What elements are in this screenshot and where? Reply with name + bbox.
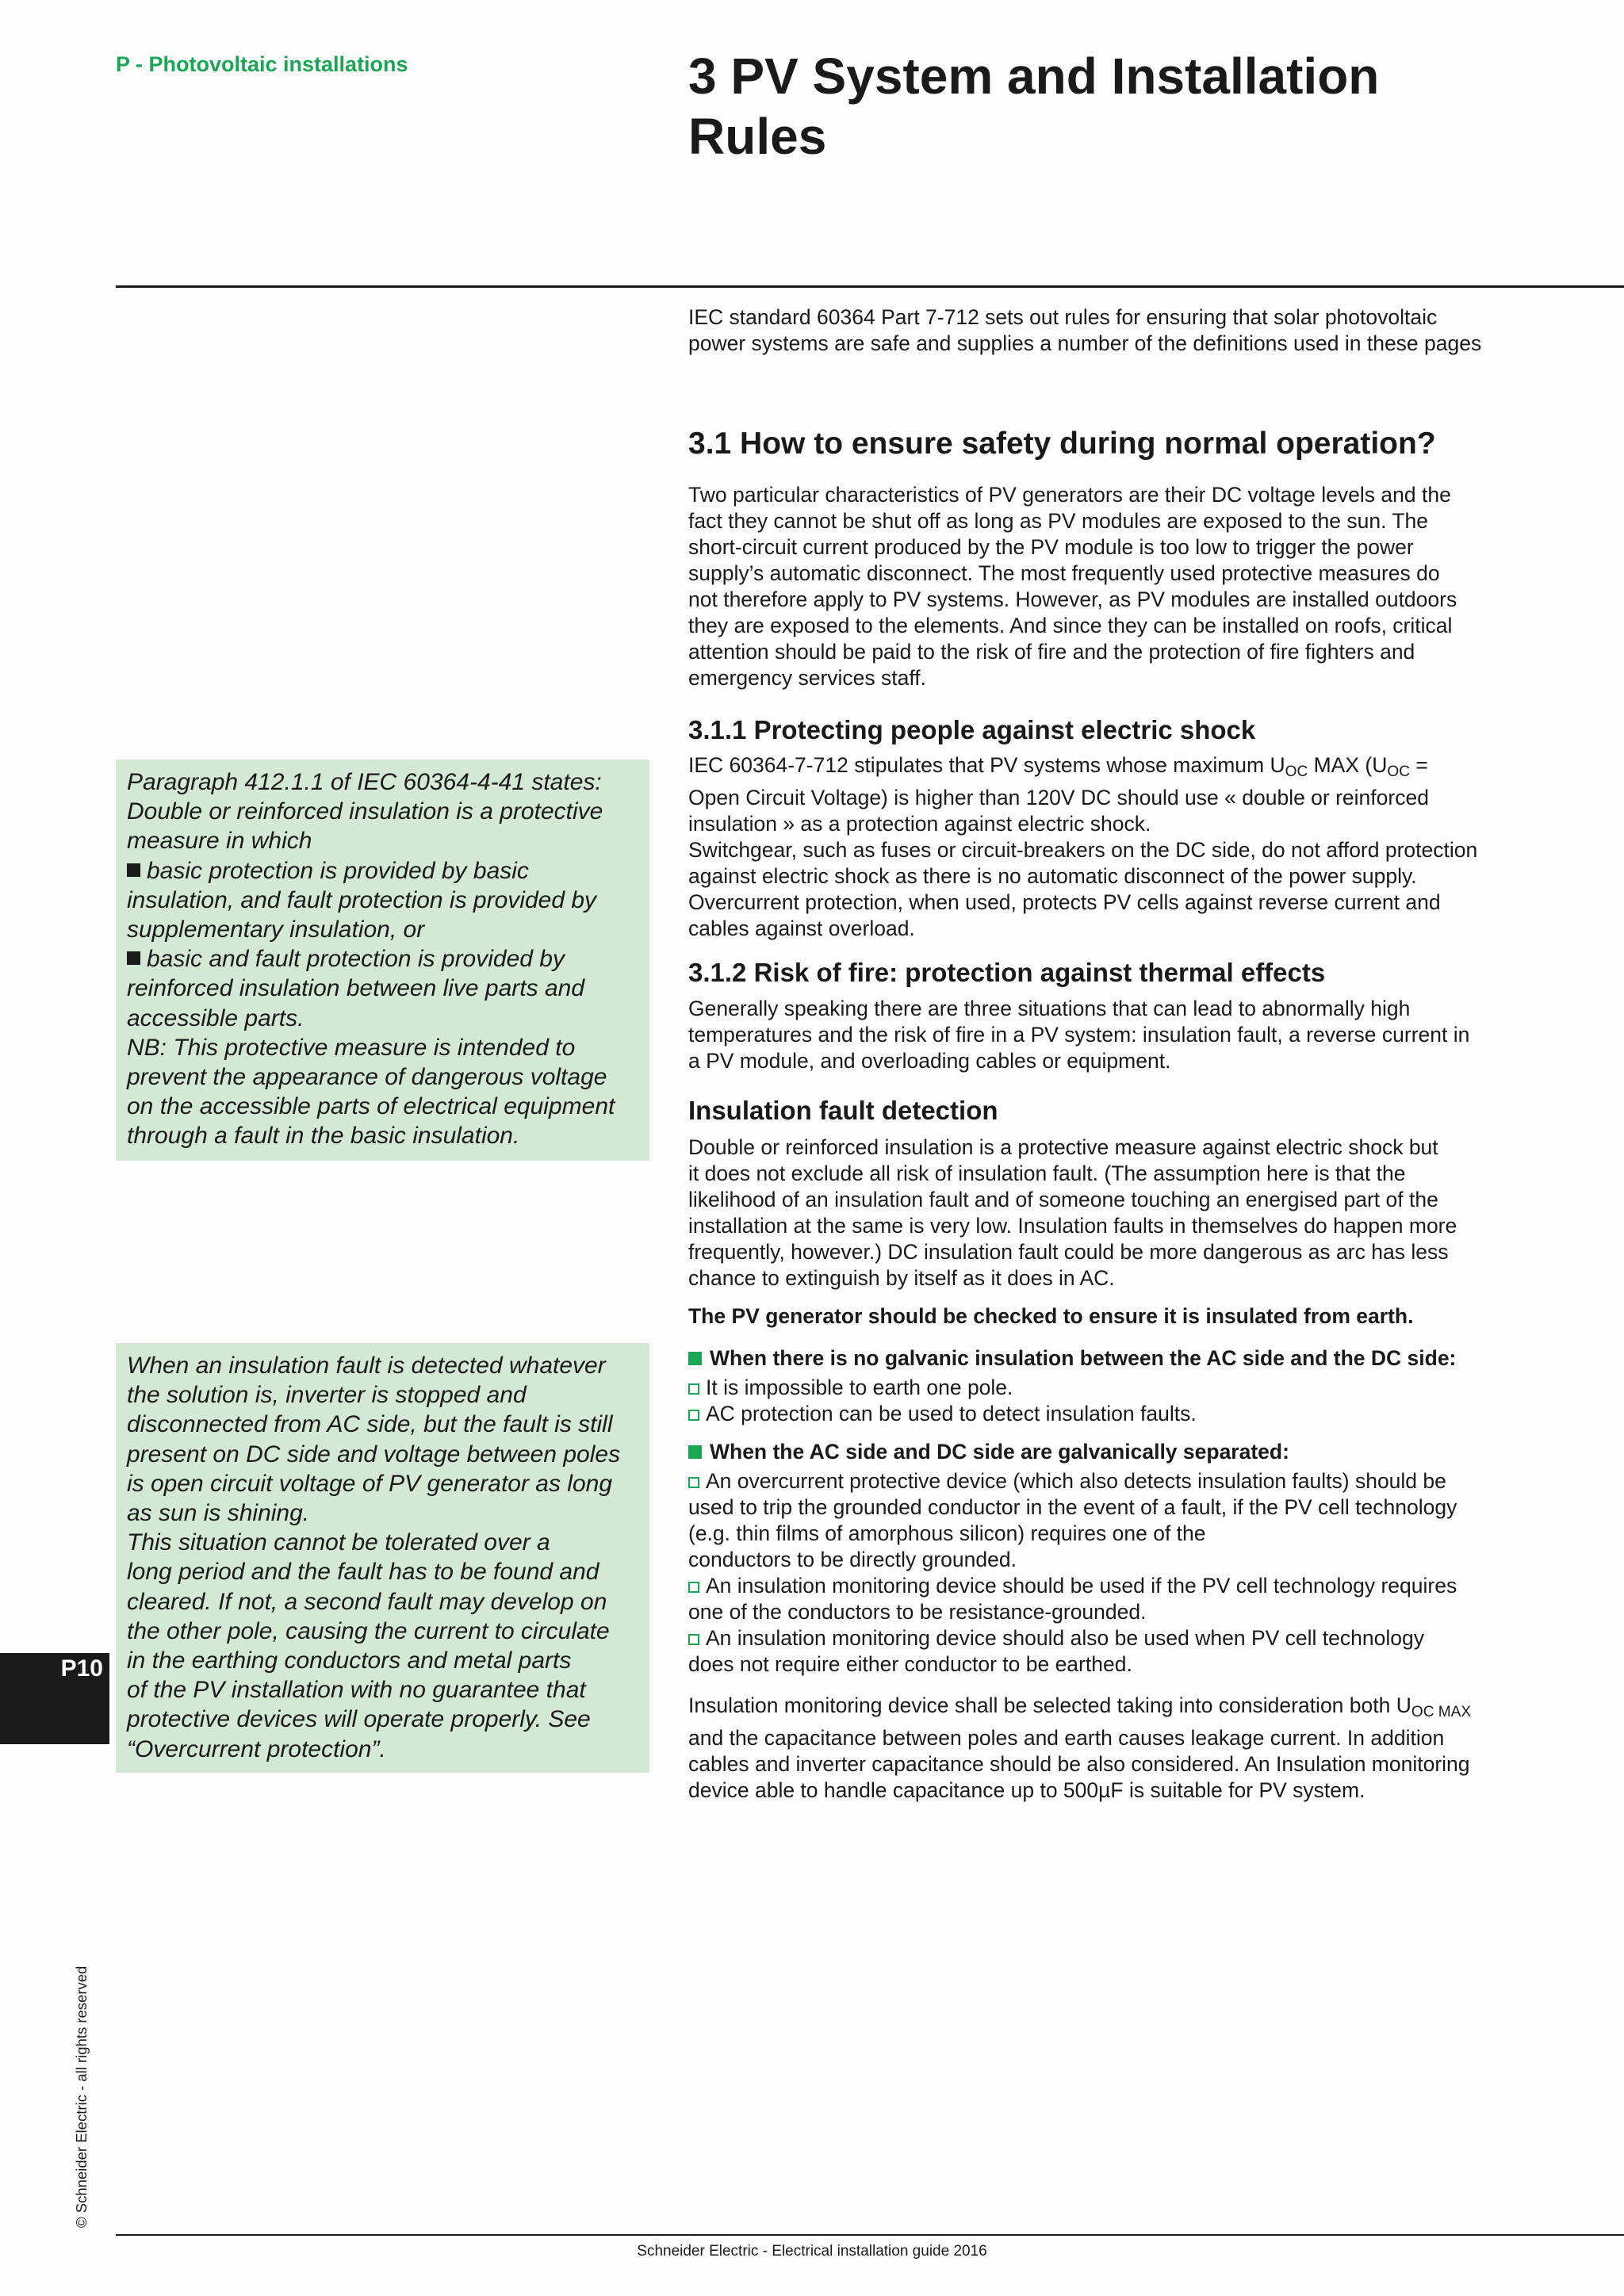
para-line: it does not exclude all risk of insulation fault. (The assumption here is that the <box>688 1161 1406 1185</box>
para-line: frequently, however.) DC insulation fault could be more dangerous as arc has less <box>688 1240 1449 1264</box>
page-number: P10 <box>60 1655 103 1682</box>
sidebar-note-paragraph-412 <box>116 760 649 1161</box>
case2-item <box>688 1468 1529 1573</box>
subscript: OC <box>1285 763 1308 780</box>
text-run: = <box>1410 753 1428 777</box>
para-line: temperatures and the risk of fire in a PV system: insulation fault, a reverse current in <box>688 1023 1470 1047</box>
para-line: chance to extinguish by itself as it does in AC. <box>688 1266 1115 1290</box>
para-line: Generally speaking there are three situations that can lead to abnormally high <box>688 997 1411 1020</box>
para-line: and the capacitance between poles and earth causes leakage current. In addition <box>688 1725 1445 1750</box>
case1-block <box>688 1345 1529 1427</box>
case2-item <box>688 1573 1529 1625</box>
footer <box>0 2243 1624 2260</box>
footer-divider <box>116 2234 1624 2236</box>
para-line <box>688 1693 1529 1725</box>
text-run: MAX (U <box>1308 753 1388 777</box>
closing-paragraph <box>688 1693 1529 1804</box>
text-run: Insulation monitoring device shall be selected taking into consideration both U <box>688 1693 1411 1717</box>
note-line: supplementary insulation, or <box>127 916 425 943</box>
note-line: This situation cannot be tolerated over a <box>127 1529 550 1556</box>
para-line: (e.g. thin films of amorphous silicon) requires one of the <box>688 1521 1206 1545</box>
para-line: device able to handle capacitance up to 500µF is suitable for PV system. <box>688 1777 1365 1802</box>
header-divider <box>116 285 1624 288</box>
chapter-title-line1: 3 PV System and Installation <box>688 48 1380 105</box>
note-line: Double or reinforced insulation is a protective <box>127 798 603 825</box>
para-line <box>688 752 1529 785</box>
note-line: the other pole, causing the current to circulate <box>127 1617 610 1644</box>
note-bullet <box>127 856 638 945</box>
intro-line: IEC standard 60364 Part 7-712 sets out rules for ensuring that solar photovoltaic <box>688 305 1438 329</box>
para-line: they are exposed to the elements. And since they can be installed on roofs, critical <box>688 614 1453 637</box>
note-line: prevent the appearance of dangerous voltage <box>127 1064 607 1091</box>
case2-item <box>688 1625 1529 1678</box>
para-line: short-circuit current produced by the PV module is too low to trigger the power <box>688 535 1414 559</box>
para-line: supply’s automatic disconnect. The most frequently used protective measures do <box>688 561 1440 585</box>
note-line: the solution is, inverter is stopped and <box>127 1382 527 1409</box>
insulation-heading: Insulation fault detection <box>688 1096 998 1125</box>
note-line: through a fault in the basic insulation. <box>127 1123 520 1150</box>
note-line: Paragraph 412.1.1 of IEC 60364-4-41 states: <box>127 769 602 795</box>
chapter-title <box>688 46 1529 166</box>
note-line: in the earthing conductors and metal parts <box>127 1647 572 1674</box>
case2-title <box>688 1439 1529 1465</box>
section-3-1-paragraph <box>688 482 1529 691</box>
insulation-paragraph <box>688 1135 1529 1292</box>
note-line: present on DC side and voltage between poles <box>127 1441 621 1468</box>
para-line: Switchgear, such as fuses or circuit-breakers on the DC side, do not afford protection <box>688 837 1478 862</box>
black-square-bullet-icon <box>127 951 140 965</box>
text-run: AC protection can be used to detect insulation faults. <box>706 1402 1197 1425</box>
case1-item <box>688 1375 1529 1401</box>
para-line: one of the conductors to be resistance-grounded. <box>688 1600 1147 1624</box>
note-line: on the accessible parts of electrical equipment <box>127 1093 615 1120</box>
para-line: not therefore apply to PV systems. However, as PV modules are installed outdoors <box>688 587 1457 611</box>
chapter-title-line2: Rules <box>688 108 827 165</box>
note-line: insulation, and fault protection is provided by <box>127 886 597 913</box>
green-square-bullet-icon <box>688 1445 702 1459</box>
para-line: cables and inverter capacitance should be also considered. An Insulation monitoring <box>688 1751 1470 1776</box>
para-line: installation at the same is very low. Insulation faults in themselves do happen more <box>688 1214 1457 1238</box>
para-line: does not require either conductor to be earthed. <box>688 1652 1132 1676</box>
section-3-1-2-heading: 3.1.2 Risk of fire: protection against thermal effects <box>688 958 1326 987</box>
case2-block <box>688 1439 1529 1678</box>
black-square-bullet-icon <box>127 863 140 877</box>
green-square-bullet-icon <box>688 1352 702 1365</box>
section-3-1-2-paragraph <box>688 996 1529 1074</box>
para-line: Open Circuit Voltage) is higher than 120V DC should use « double or reinforced <box>688 785 1429 809</box>
note-line: reinforced insulation between live parts and <box>127 975 585 1002</box>
intro-line: power systems are safe and supplies a number of the definitions used in these pages <box>688 331 1482 355</box>
footer-text: Schneider Electric - Electrical installation guide 2016 <box>637 2243 987 2260</box>
section-label: P - Photovoltaic installations <box>116 52 408 76</box>
open-square-bullet-icon <box>688 1383 699 1395</box>
para-line: a PV module, and overloading cables or equipment. <box>688 1049 1171 1073</box>
note-line: disconnected from AC side, but the fault is still <box>127 1411 613 1438</box>
note-line: measure in which <box>127 828 312 855</box>
para-line: Overcurrent protection, when used, protects PV cells against reverse current and <box>688 890 1441 914</box>
page-number-tab <box>0 1653 109 1744</box>
text-run: basic and fault protection is provided by <box>147 946 565 973</box>
para-line: conductors to be directly grounded. <box>688 1548 1017 1571</box>
sidebar-note-insulation-fault <box>116 1343 649 1773</box>
text-run: An insulation monitoring device should be used if the PV cell technology requires <box>706 1574 1457 1598</box>
section-3-1-heading: 3.1 How to ensure safety during normal operation? <box>688 427 1436 461</box>
note-line: When an insulation fault is detected whatever <box>127 1353 606 1379</box>
text-run: An insulation monitoring device should also be used when PV cell technology <box>706 1626 1424 1650</box>
case1-title <box>688 1345 1529 1372</box>
para-line: Double or reinforced insulation is a protective measure against electric shock but <box>688 1135 1438 1159</box>
text-run: When there is no galvanic insulation between the AC side and the DC side: <box>710 1346 1457 1370</box>
text-run: It is impossible to earth one pole. <box>706 1376 1013 1399</box>
note-bullet <box>127 944 638 1033</box>
open-square-bullet-icon <box>688 1634 699 1645</box>
para-line: emergency services staff. <box>688 666 926 690</box>
insulation-bold-statement: The PV generator should be checked to ensure it is insulated from earth. <box>688 1304 1414 1328</box>
open-square-bullet-icon <box>688 1582 699 1593</box>
note-line: NB: This protective measure is intended to <box>127 1034 576 1061</box>
text-run: IEC 60364-7-712 stipulates that PV systems whose maximum U <box>688 753 1285 777</box>
subscript: OC MAX <box>1411 1703 1472 1720</box>
para-line: fact they cannot be shut off as long as PV modules are exposed to the sun. The <box>688 509 1429 533</box>
subscript: OC <box>1387 763 1410 780</box>
open-square-bullet-icon <box>688 1410 699 1421</box>
para-line: used to trip the grounded conductor in the event of a fault, if the PV cell technology <box>688 1495 1457 1519</box>
text-run: basic protection is provided by basic <box>147 857 529 884</box>
para-line: against electric shock as there is no automatic disconnect of the power supply. <box>688 863 1417 888</box>
note-line: of the PV installation with no guarantee that <box>127 1677 586 1704</box>
note-line: is open circuit voltage of PV generator as long <box>127 1470 613 1497</box>
note-line: cleared. If not, a second fault may develop on <box>127 1588 607 1615</box>
note-line: long period and the fault has to be found and <box>127 1559 599 1586</box>
open-square-bullet-icon <box>688 1477 699 1488</box>
note-line: protective devices will operate properly. See <box>127 1706 591 1733</box>
para-line: attention should be paid to the risk of fire and the protection of fire fighters and <box>688 640 1415 664</box>
note-line: “Overcurrent protection”. <box>127 1735 386 1762</box>
para-line: insulation » as a protection against electric shock. <box>688 811 1151 836</box>
note-line: as sun is shining. <box>127 1500 310 1527</box>
text-run: An overcurrent protective device (which also detects insulation faults) should be <box>706 1469 1446 1493</box>
case1-item <box>688 1401 1529 1427</box>
para-line: likelihood of an insulation fault and of someone touching an energised part of the <box>688 1188 1438 1211</box>
para-line: cables against overload. <box>688 916 915 940</box>
text-run: When the AC side and DC side are galvanically separated: <box>710 1440 1289 1464</box>
para-line: Two particular characteristics of PV generators are their DC voltage levels and the <box>688 483 1451 507</box>
copyright-notice: © Schneider Electric - all rights reserved <box>73 1965 90 2228</box>
note-line: accessible parts. <box>127 1004 304 1031</box>
section-3-1-1-heading: 3.1.1 Protecting people against electric shock <box>688 715 1256 744</box>
intro-paragraph <box>688 304 1529 357</box>
section-3-1-1-paragraph <box>688 752 1529 942</box>
